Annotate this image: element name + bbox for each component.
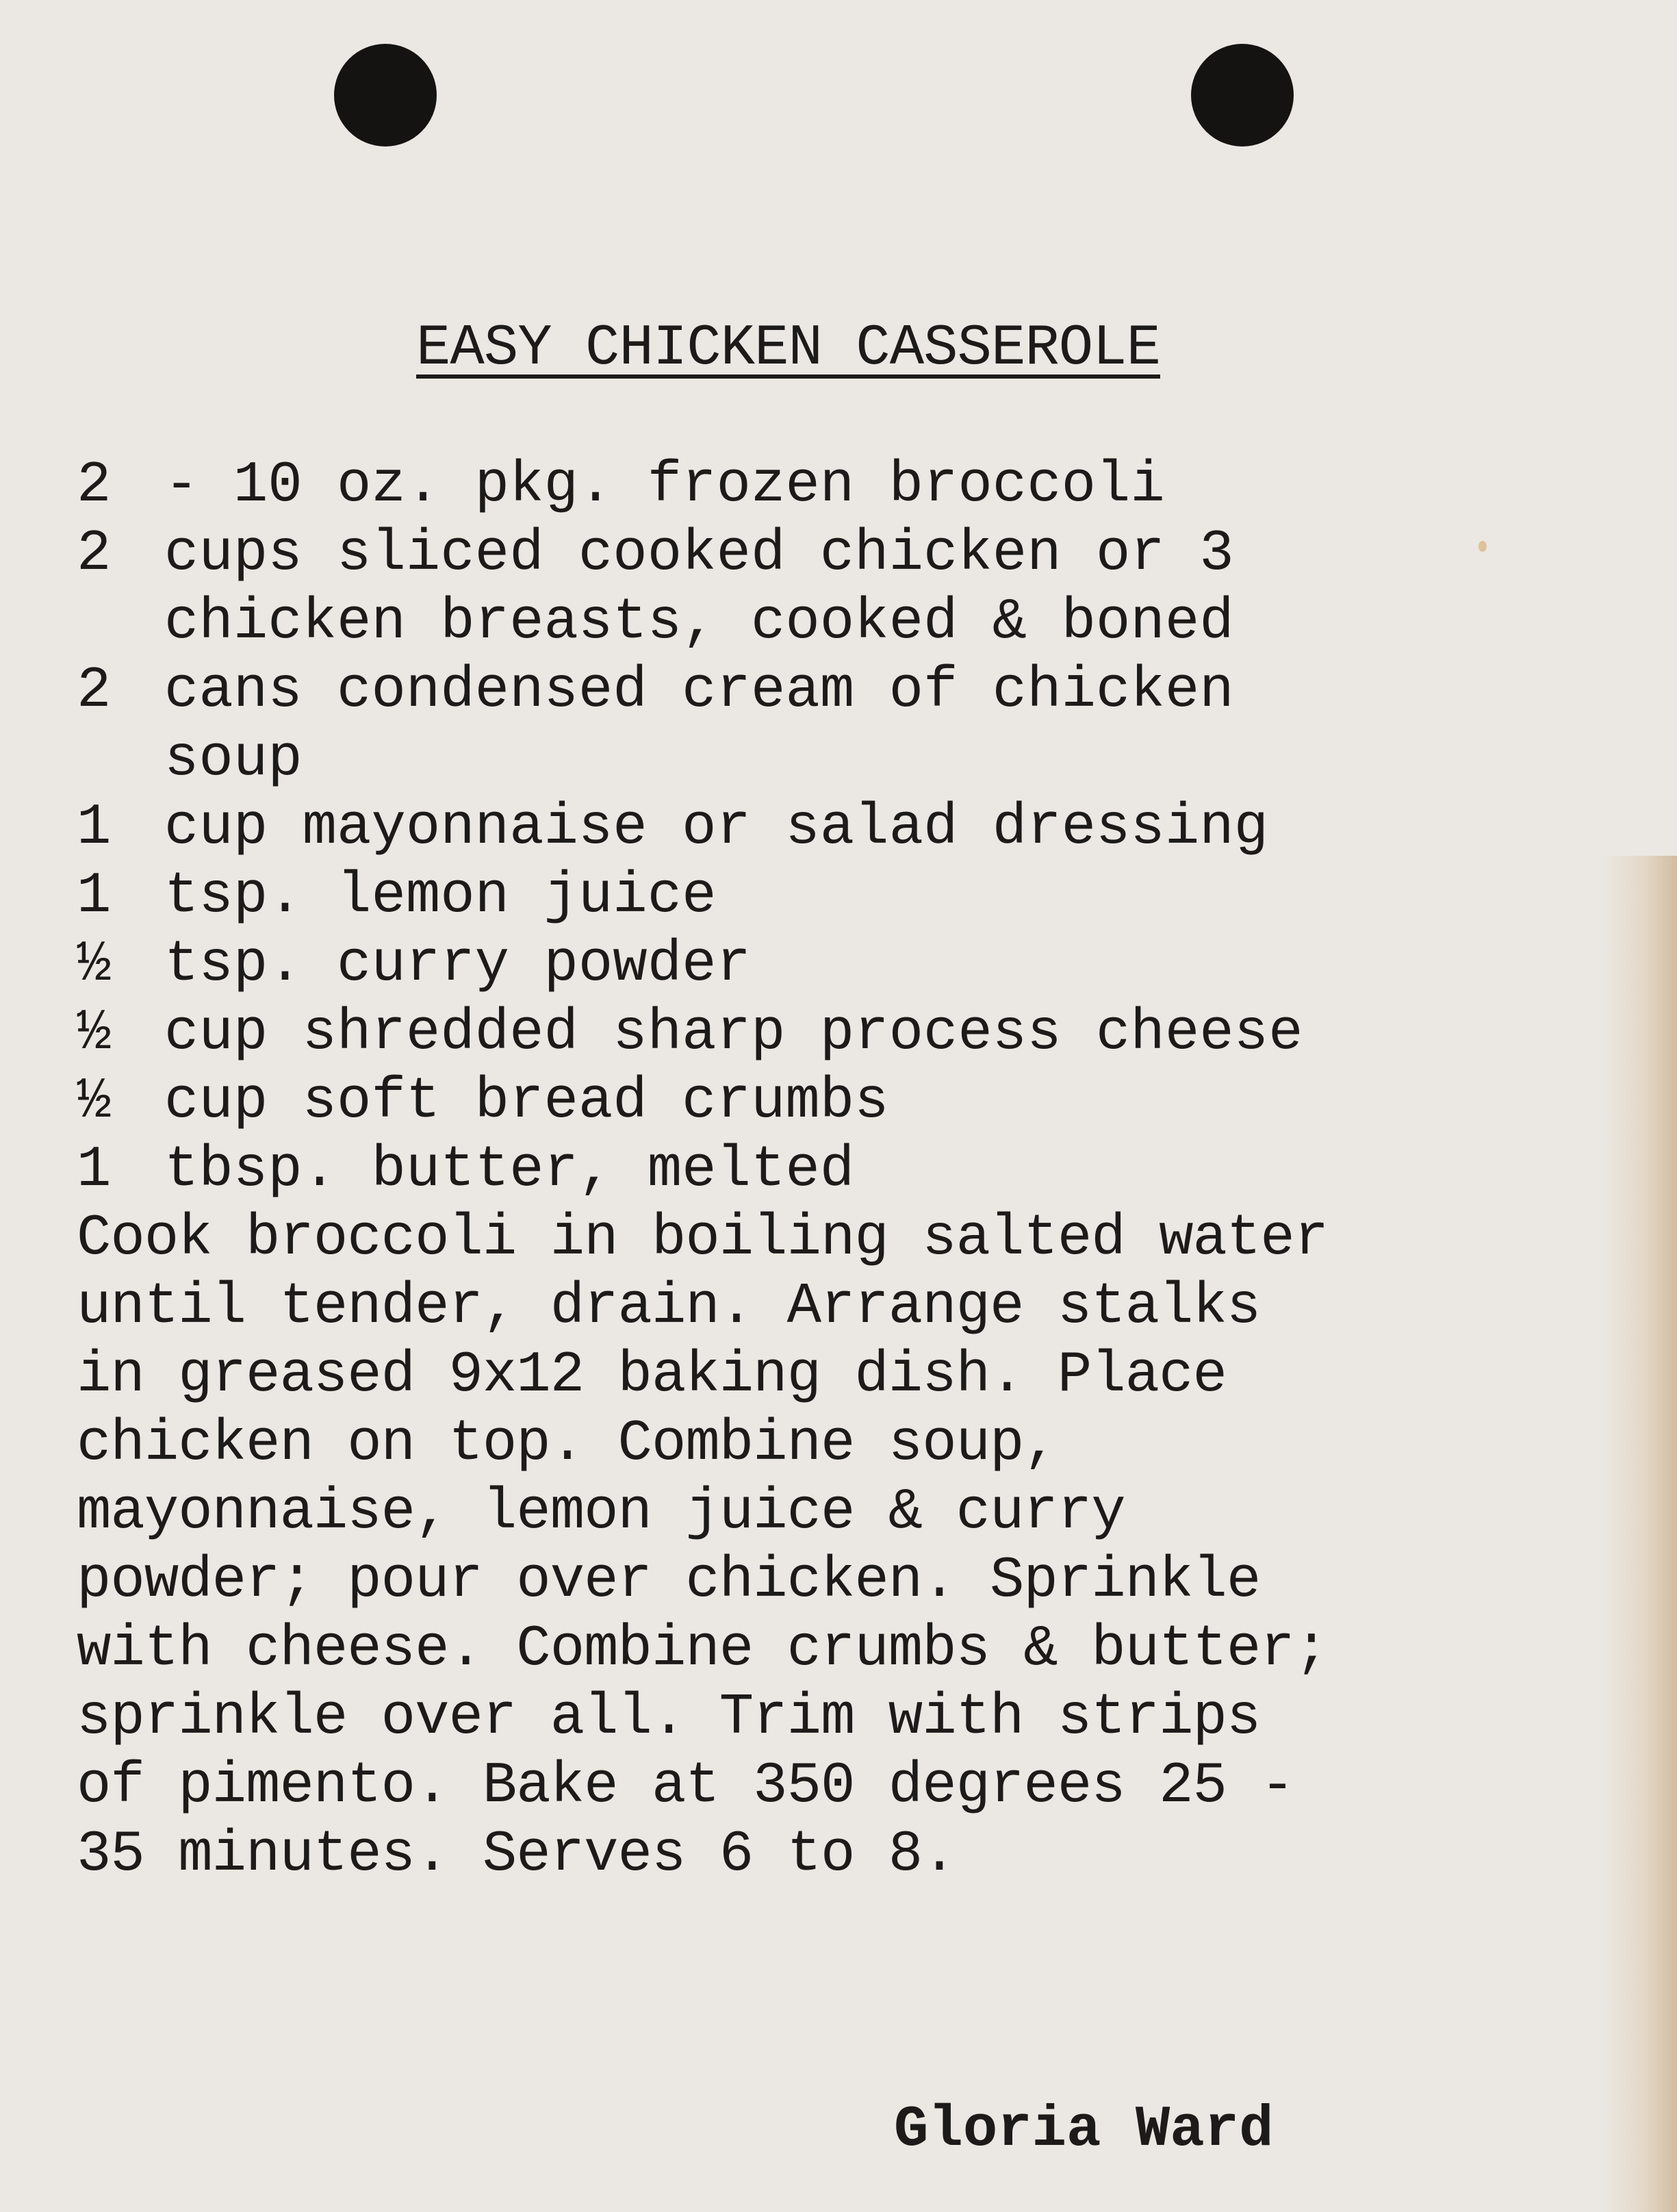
punch-hole-left: [334, 44, 437, 147]
recipe-title: EASY CHICKEN CASSEROLE: [416, 316, 1160, 381]
punch-hole-right: [1191, 44, 1294, 147]
ingredient-list: [77, 452, 1610, 1205]
ingredient-quantity: 2: [77, 659, 112, 724]
ingredient-item: [77, 1000, 1610, 1068]
ingredient-quantity: 2: [77, 453, 112, 518]
ingredient-text: cup mayonnaise or salad dressing: [164, 796, 1269, 861]
ingredient-text: cup shredded sharp process cheese: [164, 1001, 1303, 1066]
recipe-author: Gloria Ward: [894, 2098, 1274, 2163]
ingredient-quantity: 1: [77, 864, 112, 929]
ingredient-quantity: 1: [77, 796, 112, 861]
ingredient-quantity: 1: [77, 1138, 112, 1203]
ingredient-text: cups sliced cooked chicken or 3 chicken breasts, cooked & boned: [164, 522, 1234, 655]
ingredient-item: [77, 1136, 1610, 1205]
ingredient-quantity: ½: [77, 1069, 112, 1134]
ingredient-text: tsp. lemon juice: [164, 864, 717, 929]
ingredient-item: [77, 520, 1610, 657]
ingredient-item: [77, 657, 1610, 794]
ingredient-item: [77, 1068, 1610, 1136]
ingredient-text: tbsp. butter, melted: [164, 1138, 855, 1203]
ingredient-quantity: ½: [77, 1001, 112, 1066]
ingredient-text: cup soft bread crumbs: [164, 1069, 889, 1134]
ingredient-text: tsp. curry powder: [164, 932, 751, 997]
ingredient-item: [77, 452, 1610, 520]
ingredient-item: [77, 863, 1610, 931]
ingredient-quantity: ½: [77, 932, 112, 997]
ingredient-item: [77, 794, 1610, 863]
ingredient-quantity: 2: [77, 522, 112, 587]
ingredient-text: - 10 oz. pkg. frozen broccoli: [164, 453, 1165, 518]
recipe-instructions: Cook broccoli in boiling salted water until tender, drain. Arrange stalks in greased 9x12 baking dish. Place chicken on top. Combine soup, mayonnaise, lemon juice & curry powder; pour over chicken. Sprinkle with cheese. Combine crumbs & butter; sprinkle over all. Trim with strips of pimento. Bake at 350 degrees 25 - 35 minutes. Serves 6 to 8.: [77, 1206, 1329, 1887]
ingredient-text: cans condensed cream of chicken soup: [164, 659, 1234, 792]
ingredient-item: [77, 931, 1610, 1000]
